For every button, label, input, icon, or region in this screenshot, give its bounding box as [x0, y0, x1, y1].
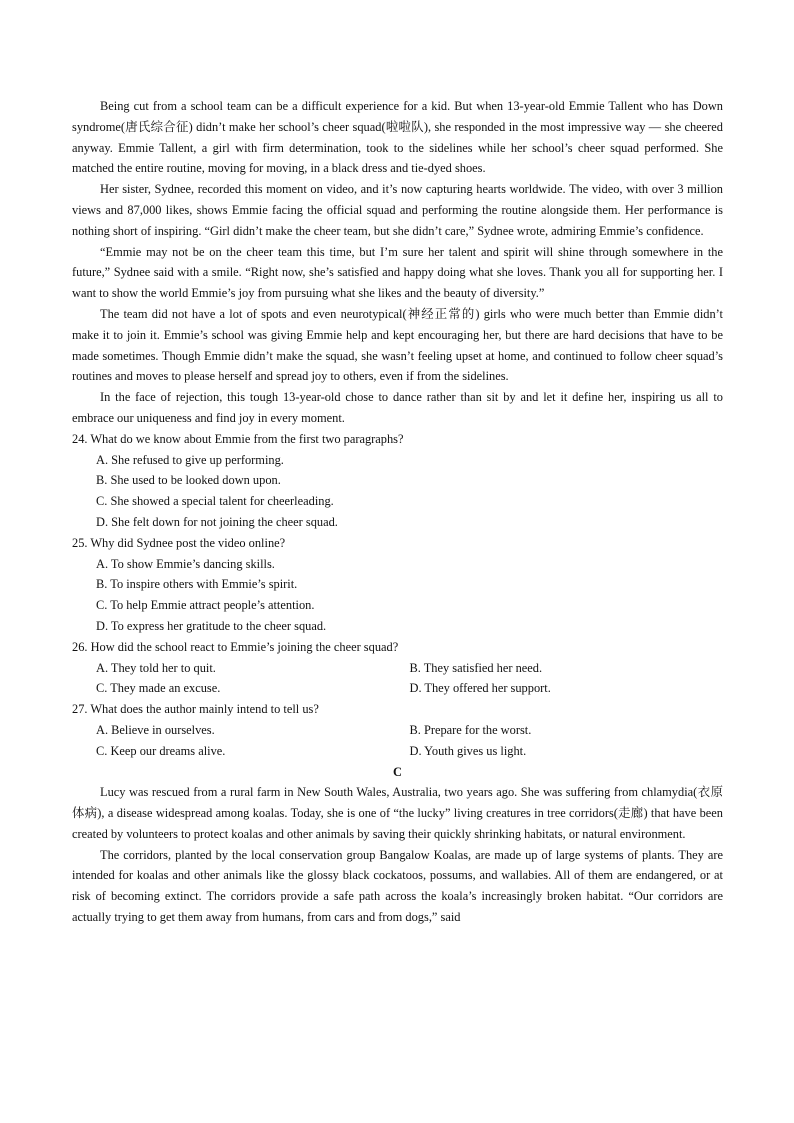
passage-c-paragraph-2: The corridors, planted by the local conservation group Bangalow Koalas, are made up of large systems of plants. They are intended for koalas and other animals like the glossy black cockatoos, possums, and wallabies. All of them are endangered, or at risk of becoming extinct. The corridors provide a safe path across the koala’s increasingly broken habitat. “Our corridors are actually trying to get them away from humans, from cars and from dogs,” said	[72, 847, 723, 925]
option-a: A. Believe in ourselves.	[96, 722, 215, 737]
option-d: D. Youth gives us light.	[409, 743, 527, 758]
question-26	[72, 637, 723, 699]
option-a: A. They told her to quit.	[96, 660, 216, 675]
option-c: C. To help Emmie attract people’s attention.	[96, 598, 315, 613]
option-a: A. To show Emmie’s dancing skills.	[96, 556, 275, 571]
option-b: B. She used to be looked down upon.	[96, 473, 281, 488]
option-c: C. They made an excuse.	[96, 681, 221, 696]
passage-b-paragraph-3: “Emmie may not be on the cheer team this time, but I’m sure her talent and spirit will shine through somewhere in the future,” Sydnee said with a smile. “Right now, she’s satisfied and happy doing what she loves. Thank you all for supporting her. I want to show the world Emmie’s joy from pursuing what she likes and the beauty of diversity.”	[72, 244, 723, 301]
passage-b-paragraph-4: The team did not have a lot of spots and even neurotypical(神经正常的) girls who were much better than Emmie didn’t make it to join it. Emmie’s school was giving Emmie help and kept encouraging her, but there are hard decisions that have to be made sometimes. Though Emmie didn’t make the squad, she wasn’t feeling upset at home, and continued to follow cheer squad’s routines and moves to please herself and spread joy to others, even if from the sidelines.	[72, 306, 723, 384]
question-27	[72, 699, 723, 761]
question-24	[72, 429, 723, 533]
question-stem: 24. What do we know about Emmie from the first two paragraphs?	[72, 431, 404, 446]
option-d: D. To express her gratitude to the cheer squad.	[96, 618, 327, 633]
question-stem: 26. How did the school react to Emmie’s joining the cheer squad?	[72, 639, 399, 654]
option-row	[96, 720, 723, 741]
exam-page	[72, 96, 723, 928]
passage-c-paragraph-1: Lucy was rescued from a rural farm in New South Wales, Australia, two years ago. She was suffering from chlamydia(衣原体病), a disease widespread among koalas. Today, she is one of “the lucky” living creatures in tree corridors(走廊) that have been created by volunteers to protect koalas and other animals by saving their quickly shrinking habitats, or natural environment.	[72, 785, 723, 841]
option-d: D. They offered her support.	[409, 681, 551, 696]
passage-b	[72, 96, 723, 429]
option-c: C. Keep our dreams alive.	[96, 743, 226, 758]
section-heading-c: C	[393, 764, 402, 779]
option-c: C. She showed a special talent for cheerleading.	[96, 494, 334, 509]
option-b: B. They satisfied her need.	[409, 660, 543, 675]
option-b: B. Prepare for the worst.	[409, 722, 532, 737]
option-b: B. To inspire others with Emmie’s spirit.	[96, 577, 298, 592]
option-a: A. She refused to give up performing.	[96, 452, 284, 467]
option-row	[96, 741, 723, 762]
option-row	[96, 658, 723, 679]
option-row	[96, 678, 723, 699]
question-25	[72, 533, 723, 637]
option-d: D. She felt down for not joining the cheer squad.	[96, 514, 338, 529]
question-stem: 27. What does the author mainly intend to tell us?	[72, 702, 319, 717]
passage-b-paragraph-1: Being cut from a school team can be a difficult experience for a kid. But when 13-year-old Emmie Tallent who has Down syndrome(唐氏综合征) didn’t make her school’s cheer squad(啦啦队), she responded in the most impressive way — she cheered anyway. Emmie Tallent, a girl with firm determination, took to the sidelines while her school’s cheer squad performed. She matched the entire routine, moving for moving, in a black dress and tie-dyed shoes.	[72, 99, 723, 176]
passage-b-paragraph-2: Her sister, Sydnee, recorded this moment on video, and it’s now capturing hearts worldwide. The video, with over 3 million views and 87,000 likes, shows Emmie facing the official squad and performing the routine alongside them. Her performance is nothing short of inspiring. “Girl didn’t make the cheer team, but she didn’t care,” Sydnee wrote, admiring Emmie’s confidence.	[72, 182, 723, 238]
passage-c	[72, 782, 723, 928]
question-stem: 25. Why did Sydnee post the video online?	[72, 535, 286, 550]
passage-b-paragraph-5: In the face of rejection, this tough 13-year-old chose to dance rather than sit by and let it define her, inspiring us all to embrace our uniqueness and find joy in every moment.	[72, 390, 723, 425]
